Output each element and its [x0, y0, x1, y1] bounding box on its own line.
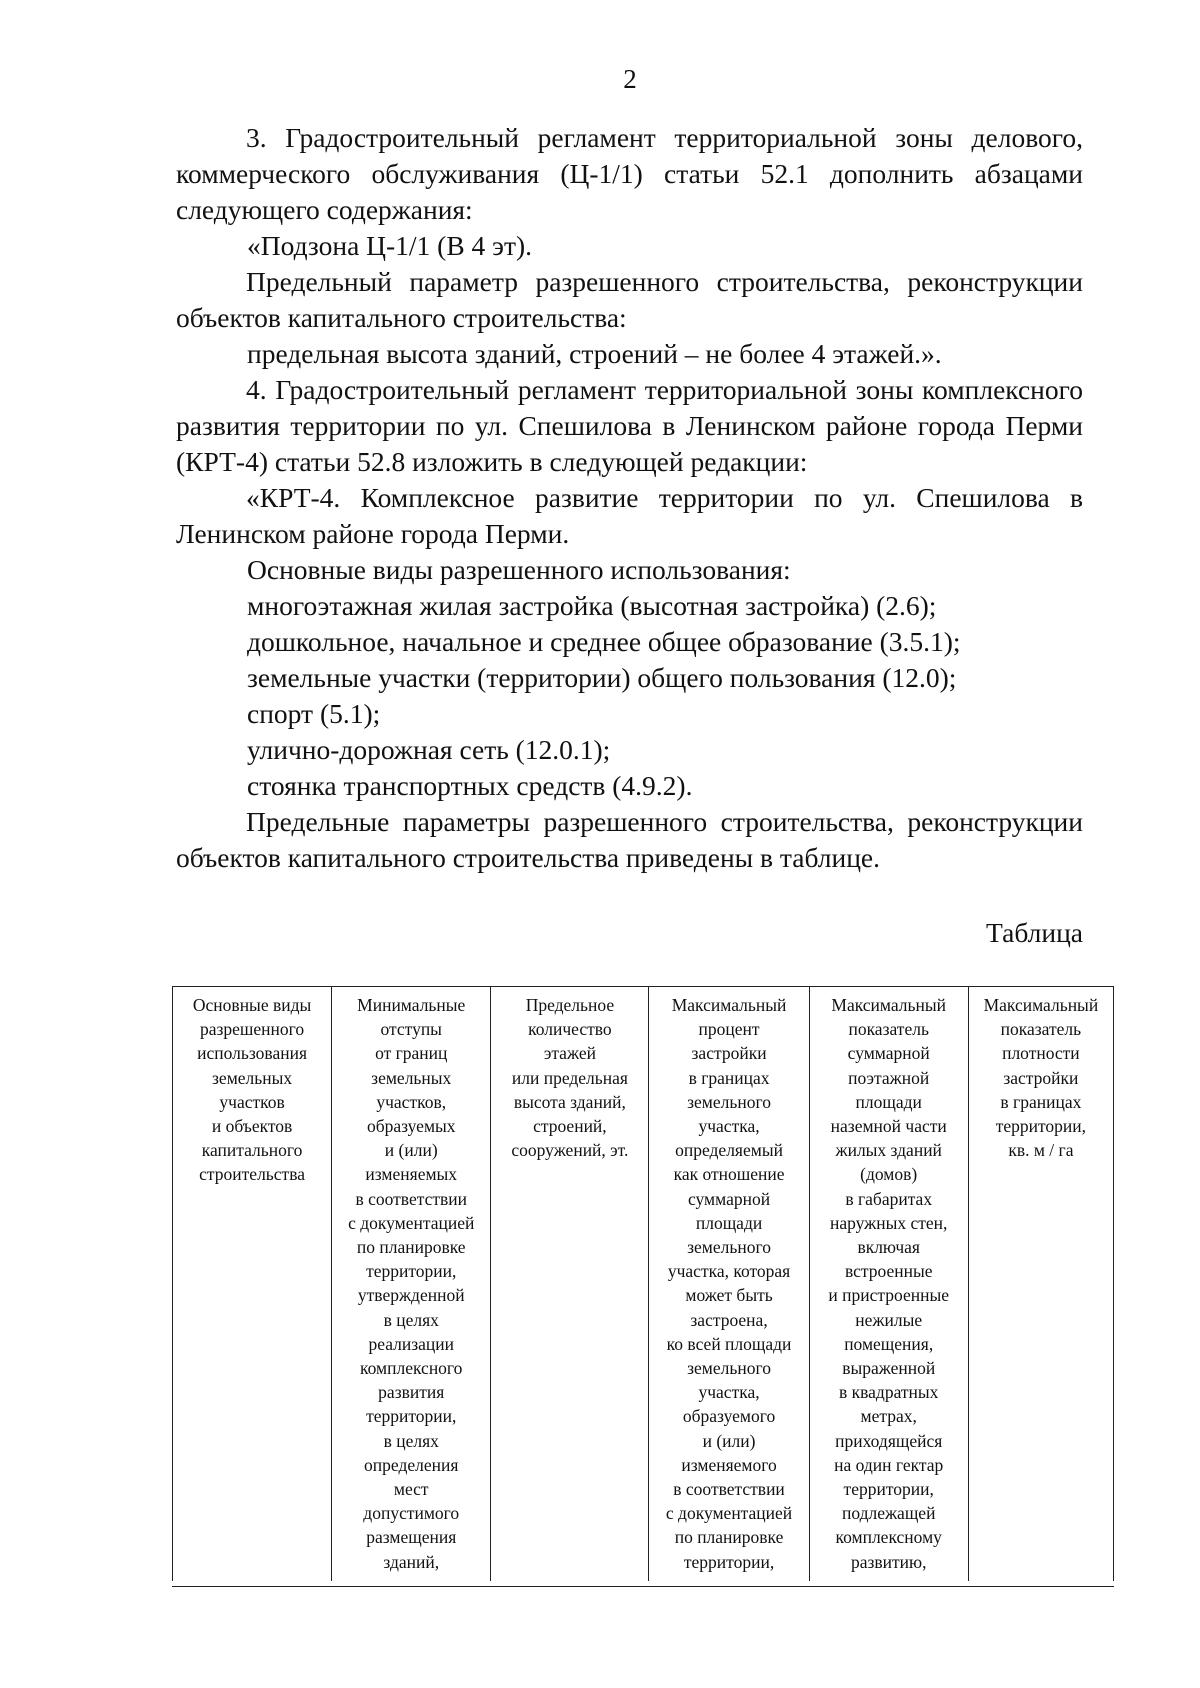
cell-line: развития: [378, 1382, 445, 1403]
use-item: многоэтажная жилая застройка (высотная застройка) (2.6);: [247, 590, 937, 621]
cell-line: участков: [219, 1091, 285, 1112]
cell-line: плотности: [1002, 1043, 1080, 1064]
cell-line: от границ: [375, 1043, 448, 1064]
cell-line: участков,: [376, 1091, 447, 1112]
cell-line: территории,: [366, 1261, 457, 1282]
cell-line: по планировке: [356, 1237, 466, 1258]
cell-line: отступы: [380, 1019, 442, 1040]
height-limit: предельная высота зданий, строений – не более 4 этажей.».: [247, 338, 942, 369]
table-cell: [491, 987, 649, 1582]
paragraph-3: 3. Градостроительный регламент территориальной зоны делового, коммерческого обслуживания (Ц-1/1) статьи 52.1 дополнить абзацами следующего содержания:: [176, 122, 1083, 225]
cell-line: строительства: [199, 1164, 305, 1185]
cell-line: приходящейся: [835, 1430, 943, 1451]
table-cell: [809, 987, 968, 1582]
cell-line: нежилые: [855, 1309, 923, 1330]
cell-line: площади: [695, 1212, 763, 1233]
param-intro: Предельный параметр разрешенного строительства, реконструкции объектов капитального строительства:: [176, 266, 1083, 333]
cell-line: утвержденной: [357, 1285, 465, 1306]
cell-line: количество: [528, 1019, 612, 1040]
cell-line: кв. м / га: [1008, 1140, 1074, 1161]
cell-line: земельного: [687, 1358, 771, 1379]
table-caption: Таблица: [986, 917, 1083, 948]
cell-line: в квадратных: [838, 1382, 939, 1403]
cell-line: или предельная: [511, 1067, 628, 1088]
cell-line: мест: [393, 1479, 429, 1500]
table-cell: [173, 987, 332, 1582]
cell-line: территории,: [843, 1479, 934, 1500]
cell-line: наружных стен,: [829, 1212, 948, 1233]
cell-line: в габаритах: [845, 1188, 933, 1209]
cell-line: земельного: [687, 1237, 771, 1258]
cell-line: территории,: [366, 1406, 457, 1427]
column-text: [175, 993, 329, 1187]
cell-line: как отношение: [673, 1164, 785, 1185]
cell-line: капитального: [201, 1140, 303, 1161]
cell-line: реализации: [368, 1333, 454, 1354]
cell-line: и объектов: [211, 1116, 293, 1137]
cell-line: процент: [698, 1019, 760, 1040]
cell-line: сооружений, эт.: [511, 1140, 629, 1161]
cell-line: земельного: [687, 1091, 771, 1112]
cell-line: разрешенного: [199, 1019, 305, 1040]
cell-line: в целях: [383, 1430, 439, 1451]
cell-line: образуемых: [366, 1116, 456, 1137]
cell-line: с документацией: [348, 1212, 475, 1233]
cell-line: и (или): [384, 1140, 438, 1161]
cell-line: образуемого: [682, 1406, 776, 1427]
table-cell: [968, 987, 1113, 1582]
cell-line: Предельное: [525, 995, 615, 1015]
cell-line: Максимальный: [671, 995, 787, 1015]
cell-line: помещения,: [844, 1333, 934, 1354]
cell-line: в границах: [1000, 1091, 1082, 1112]
cell-line: участка,: [698, 1382, 760, 1403]
cell-line: жилых зданий: [835, 1140, 942, 1161]
cell-line: комплексного: [360, 1358, 463, 1379]
cell-line: определения: [364, 1454, 459, 1475]
column-text: [971, 993, 1111, 1162]
cell-line: застройки: [1003, 1067, 1079, 1088]
cell-line: поэтажной: [848, 1067, 930, 1088]
column-text: [651, 993, 806, 1574]
table-cell: [332, 987, 491, 1582]
cell-line: встроенные: [844, 1261, 933, 1282]
cell-line: метрах,: [860, 1406, 917, 1427]
cell-line: застройки: [691, 1043, 767, 1064]
cell-line: использования: [197, 1043, 308, 1064]
cell-line: показатель: [1000, 1019, 1082, 1040]
parameters-table: [172, 986, 1114, 1581]
cell-line: участка, которая: [667, 1261, 791, 1282]
cell-line: застроена,: [690, 1309, 768, 1330]
cell-line: определяемый: [675, 1140, 783, 1161]
cell-line: земельных: [212, 1067, 293, 1088]
cell-line: изменяемых: [365, 1164, 458, 1185]
column-text: [334, 993, 488, 1574]
cell-line: в соответствии: [355, 1188, 467, 1209]
cell-line: высота зданий,: [513, 1091, 626, 1112]
main-uses-title: Основные виды разрешенного использования:: [247, 554, 791, 585]
cell-line: Максимальный: [831, 995, 946, 1015]
cell-line: комплексному: [835, 1527, 942, 1548]
cell-line: подлежащей: [841, 1503, 936, 1524]
cell-line: Основные виды: [192, 995, 312, 1015]
cell-line: Минимальные: [357, 995, 466, 1015]
table-row: [173, 987, 1114, 1582]
cell-line: (домов): [860, 1164, 918, 1185]
cell-line: территории,: [995, 1116, 1087, 1137]
cell-line: участка,: [698, 1116, 760, 1137]
cell-line: в соответствии: [673, 1479, 785, 1500]
cell-line: этажей: [543, 1043, 596, 1064]
krt-title: «КРТ-4. Комплексное развитие территории по ул. Спешилова в Ленинском районе города Перми.: [176, 482, 1083, 549]
table-bottom-border: [172, 1586, 1114, 1587]
use-item: стоянка транспортных средств (4.9.2).: [247, 770, 693, 801]
cell-line: территории,: [683, 1551, 775, 1572]
cell-line: размещения: [366, 1527, 457, 1548]
cell-line: строений,: [533, 1116, 607, 1137]
page-number: 2: [623, 64, 637, 94]
cell-line: ко всей площади: [666, 1333, 792, 1354]
subzone-title: «Подзона Ц-1/1 (В 4 эт).: [247, 230, 533, 261]
cell-line: зданий,: [383, 1551, 440, 1572]
cell-line: показатель: [848, 1019, 929, 1040]
cell-line: по планировке: [674, 1527, 784, 1548]
params-table-intro: Предельные параметры разрешенного строительства, реконструкции объектов капитального строительства приведены в таблице.: [176, 806, 1083, 873]
cell-line: Максимальный: [983, 995, 1099, 1015]
use-item: спорт (5.1);: [247, 698, 381, 729]
paragraph-4: 4. Градостроительный регламент территориальной зоны комплексного развития территории по ул. Спешилова в Ленинском районе города Перми (КРТ-4) статьи 52.8 изложить в следующей редакции:: [176, 374, 1083, 477]
cell-line: развитию,: [850, 1551, 927, 1572]
column-text: [493, 993, 646, 1162]
use-item: улично-дорожная сеть (12.0.1);: [247, 734, 611, 765]
cell-line: выраженной: [842, 1358, 936, 1379]
cell-line: и (или): [702, 1430, 756, 1451]
cell-line: наземной части: [830, 1116, 947, 1137]
cell-line: в границах: [688, 1067, 770, 1088]
use-item: дошкольное, начальное и среднее общее образование (3.5.1);: [247, 626, 961, 657]
cell-line: суммарной: [847, 1043, 930, 1064]
cell-line: допустимого: [363, 1503, 460, 1524]
cell-line: включая: [857, 1237, 920, 1258]
cell-line: земельных: [371, 1067, 452, 1088]
cell-line: на один гектар: [834, 1454, 944, 1475]
cell-line: и пристроенные: [828, 1285, 949, 1306]
table-cell: [649, 987, 809, 1582]
cell-line: в целях: [383, 1309, 439, 1330]
cell-line: суммарной: [688, 1188, 771, 1209]
cell-line: площади: [855, 1091, 922, 1112]
cell-line: может быть: [685, 1285, 773, 1306]
cell-line: с документацией: [665, 1503, 793, 1524]
cell-line: изменяемого: [681, 1454, 777, 1475]
use-item: земельные участки (территории) общего пользования (12.0);: [247, 662, 957, 693]
column-text: [812, 993, 966, 1574]
